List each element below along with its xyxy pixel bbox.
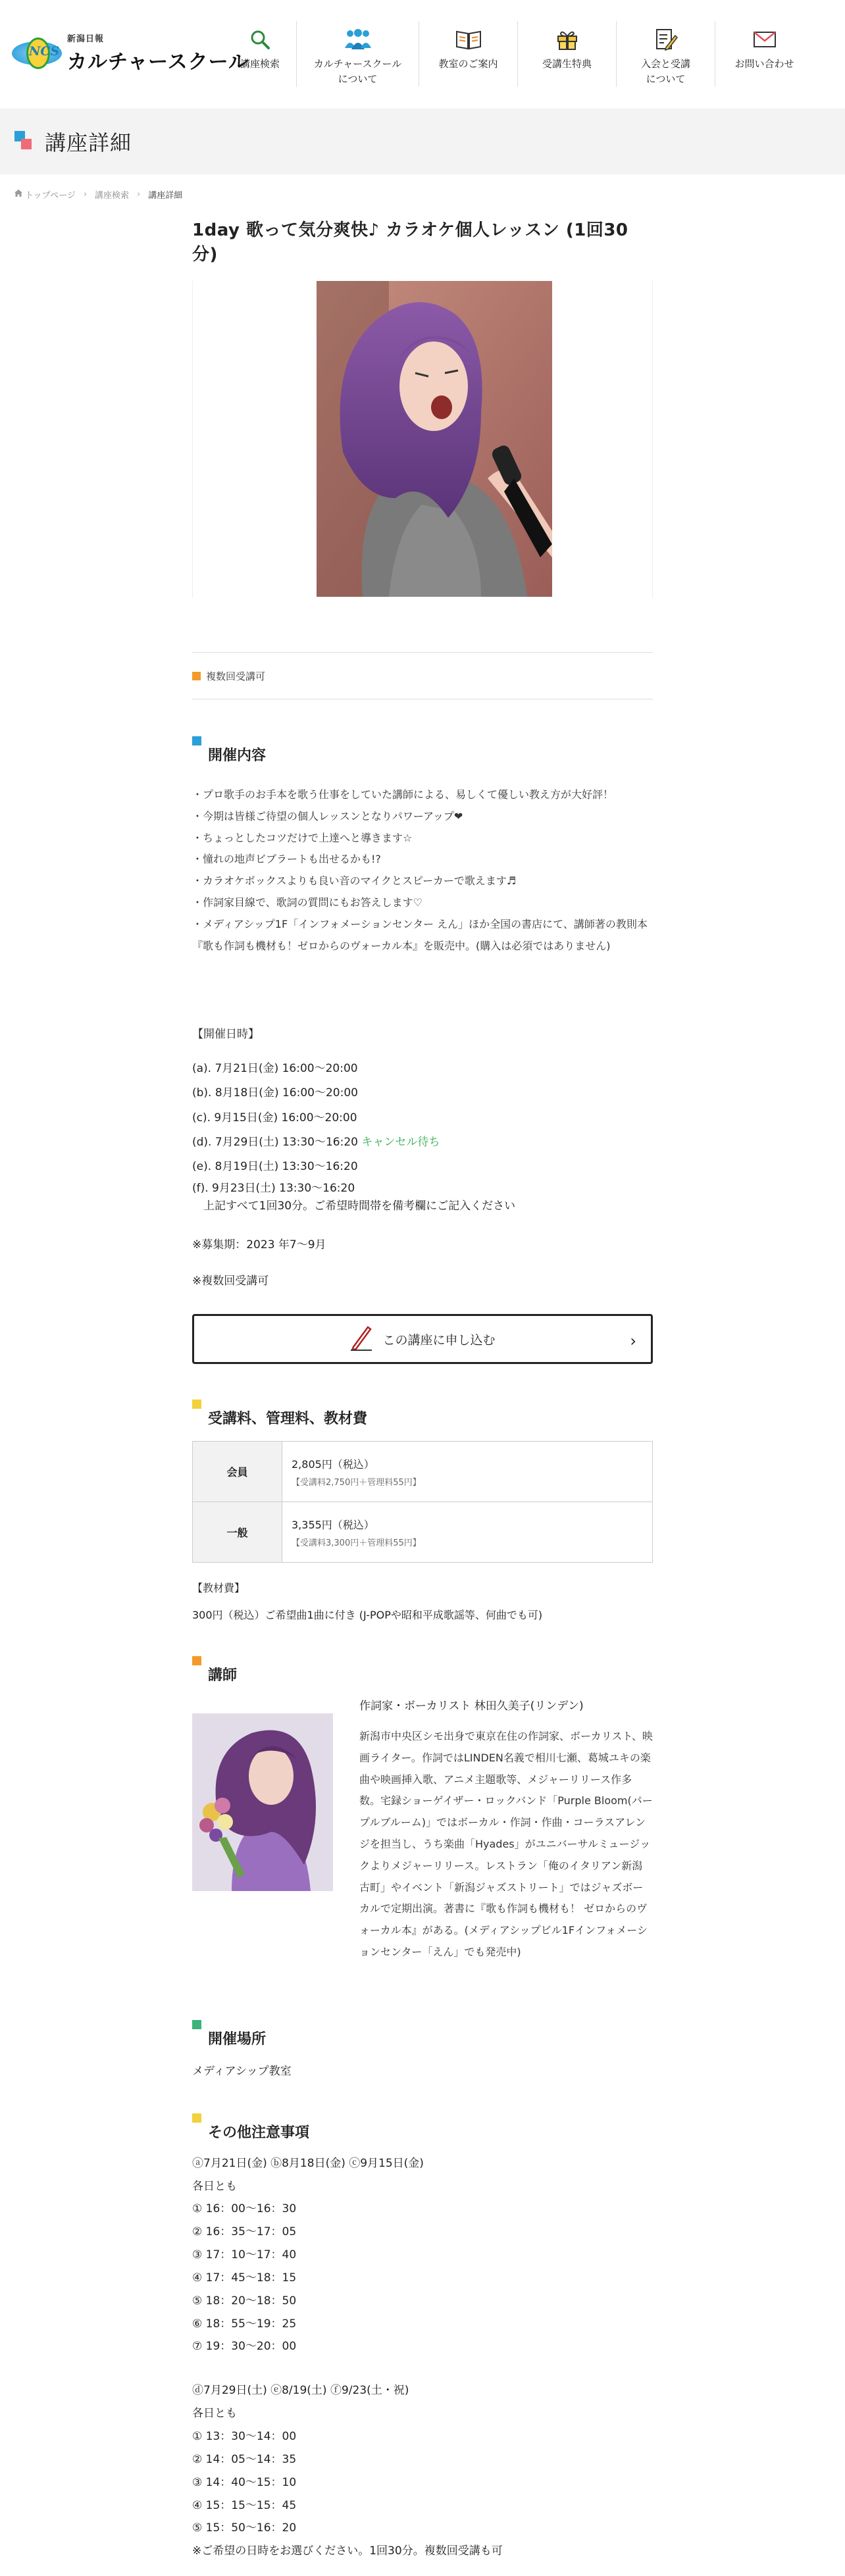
list-item: ⑤ 15：50〜16：20 (192, 2521, 297, 2535)
schedule-footnote: 上記すべて1回30分。ご希望時間帯を備考欄にご記入ください (192, 1199, 516, 1213)
fee-table (192, 1441, 653, 1563)
section-square-icon (192, 2020, 201, 2029)
table-row (193, 1502, 653, 1563)
multi-session-tag: 複数回受講可 (192, 652, 653, 699)
list-item: ③ 14：40〜15：10 (192, 2475, 297, 2489)
other-notes: ⓐ7月21日(金) ⓑ8月18日(金) ⓒ9月15日(金) 各日とも ① 16：00〜16：30 ② 16：35〜17：05 ③ 17：10〜17：40 ④ 17：45〜18：15 ⑤ 18：20〜18：50 ⑥ 18：55〜19：25 ⑦ 19：30〜20：00 ⓓ7月29日(土) ⓔ8/19(土) ⓕ9/23(土・祝) 各日とも ① 13：30〜14：00 ② 14：05〜14：35 ③ 14：40〜15：10 ④ 15：15〜15：45 ⑤ 15：50〜16：20 ※ご希望の日時をお選びください。1回30分。複数回受講も可 (192, 2152, 653, 2563)
venue-name: メディアシップ教室 (192, 2064, 292, 2078)
page-title-band (0, 109, 845, 174)
site-logo[interactable] (12, 32, 249, 74)
list-item: ② 14：05〜14：35 (192, 2452, 297, 2466)
recruit-period: ※募集期：2023 年7〜9月 (192, 1238, 326, 1252)
teacher-profile (192, 1696, 653, 1963)
logo-mark: NCS (12, 35, 62, 72)
logo-title: カルチャースクール (67, 51, 249, 74)
schedule-date: (f). 9月23日(土) 13:30〜16:20 (192, 1181, 355, 1195)
site-header (0, 0, 845, 109)
content-description: ・プロ歌手のお手本を歌う仕事をしていた講師による、易しくて優しい教え方が大好評！ ・今期は皆様ご待望の個人レッスンとなりパワーアップ❤ ・ちょっとしたコツだけで上達へと導きます☆ ・憧れの地声ビブラートも出せるかも!? ・カラオケボックスよりも良い音のマイクとスピーカーで歌えます♬ ・作詞家目線で、歌詞の質問にもお答えします♡ ・メディアシップ1F「インフォメーションセンター えん」ほか全国の書店にて、講師著の教則本 『歌も作詞も機材も！ゼロからのヴォーカル本』を販売中。(購入は必須ではありません) (192, 788, 648, 952)
section-fees-heading: 受講料、管理料、教材費 (192, 1398, 653, 1428)
schedule-date: (a). 7月21日(金) 16:00〜20:00 (192, 1061, 358, 1075)
form-icon (654, 26, 678, 53)
schedule-date: (c). 9月15日(金) 16:00〜20:00 (192, 1111, 357, 1124)
nav-course-search[interactable]: 講座検索 (224, 21, 296, 87)
title-decoration-icon (14, 131, 36, 152)
breadcrumb-home[interactable]: トップページ (25, 190, 76, 201)
apply-button-label: この講座に申し込む (382, 1332, 496, 1348)
list-item: ① 16：00〜16：30 (192, 2202, 297, 2216)
material-label: 【教材費】 (192, 1582, 245, 1595)
pen-icon (349, 1325, 373, 1354)
fee-detail: 【受講料3,300円＋管理料55円】 (292, 1538, 421, 1548)
list-item: ④ 17：45〜18：15 (192, 2271, 297, 2285)
apply-button[interactable] (192, 1314, 653, 1364)
list-item: ① 13：30〜14：00 (192, 2429, 297, 2443)
material-text: 300円（税込）ご希望曲1曲に付き (J-POPや昭和平成歌謡等、何曲でも可) (192, 1609, 543, 1622)
section-teacher-heading: 講師 (192, 1655, 653, 1684)
nav-member-benefits[interactable]: 受講生特典 (517, 21, 616, 87)
schedule-block (192, 1023, 653, 1215)
nav-about-label: カルチャースクール について (313, 57, 402, 85)
page-title: 講座詳細 (45, 130, 132, 155)
section-square-icon (192, 1400, 201, 1409)
schedule-date: (e). 8月19日(土) 13:30〜16:20 (192, 1160, 358, 1174)
fee-price: 2,805円（税込） (292, 1457, 374, 1471)
section-square-icon (192, 736, 201, 745)
waitlist-badge: キャンセル待ち (361, 1135, 440, 1149)
course-title: 1day 歌って気分爽快♪ カラオケ個人レッスン (1回30分) (192, 220, 628, 265)
section-other-heading: その他注意事項 (192, 2112, 653, 2142)
schedule-label: 【開催日時】 (192, 1028, 259, 1042)
chevron-right-icon: › (630, 1332, 636, 1351)
nav-classrooms[interactable]: 教室のご案内 (419, 21, 517, 87)
tag-square-icon (192, 672, 201, 680)
list-item: ⑥ 18：55〜19：25 (192, 2317, 297, 2331)
gift-icon (556, 26, 578, 53)
list-item: ⑤ 18：20〜18：50 (192, 2294, 297, 2308)
closing-note: ※ご希望の日時をお選びください。1回30分。複数回受講も可 (192, 2544, 503, 2558)
course-photo (317, 281, 552, 597)
teacher-name: 作詞家・ボーカリスト 林田久美子(リンデン) (359, 1700, 584, 1713)
section-square-icon (192, 2113, 201, 2123)
section-content-heading: 開催内容 (192, 735, 653, 765)
section-square-icon (192, 1656, 201, 1665)
list-item: ④ 15：15〜15：45 (192, 2498, 297, 2512)
list-item: ② 16：35〜17：05 (192, 2225, 297, 2239)
teacher-photo (192, 1713, 333, 1891)
nav-about[interactable] (296, 21, 419, 87)
fee-key: 一般 (193, 1502, 282, 1563)
breadcrumb-separator-icon: › (83, 189, 88, 199)
multi-session-note: ※複数回受講可 (192, 1275, 269, 1288)
list-item: ③ 17：10〜17：40 (192, 2248, 297, 2262)
home-icon[interactable] (14, 189, 22, 199)
book-icon (455, 26, 482, 53)
breadcrumb-search[interactable]: 講座検索 (95, 190, 130, 201)
section-venue-heading: 開催場所 (192, 2019, 653, 2048)
fee-key: 会員 (193, 1442, 282, 1502)
logo-subtitle: 新潟日報 (67, 34, 105, 44)
mail-icon (753, 26, 777, 53)
breadcrumb-current: 講座詳細 (148, 190, 183, 201)
global-nav (224, 21, 813, 87)
search-icon (249, 26, 270, 53)
course-photo-frame (192, 281, 653, 598)
nav-enrollment[interactable]: 入会と受講 について (616, 21, 715, 87)
list-item: ⑦ 19：30〜20：00 (192, 2340, 297, 2354)
people-icon (344, 26, 372, 53)
breadcrumb-separator-icon: › (137, 189, 141, 199)
schedule-date: (d). 7月29日(土) 13:30〜16:20 キャンセル待ち (192, 1135, 440, 1149)
schedule-date: (b). 8月18日(金) 16:00〜20:00 (192, 1086, 358, 1100)
fee-detail: 【受講料2,750円＋管理料55円】 (292, 1477, 421, 1488)
teacher-bio: 新潟市中央区シモ出身で東京在住の作詞家、ボーカリスト、映画ライター。作詞ではLINDEN名義で相川七瀬、葛城ユキの楽曲や映画挿入歌、アニメ主題歌等、メジャーリリース作多数。宅録ショーゲイザー・ロックバンド「Purple Bloom(パープルブルーム)」ではボーカル・作詞・作曲・コーラスアレンジを担当し、うち楽曲「Hyades」がユニバーサルミュージックよりメジャーリリース。レストラン「俺のイタリアン新潟古町」やイベント「新潟ジャズストリート」ではジャズボーカルで定期出演。著書に『歌も作詞も機材も！ ゼロからのヴォーカル本』がある。(メディアシップビル1Fインフォメーションセンター「えん」でも発売中) (359, 1730, 653, 1959)
table-row (193, 1442, 653, 1502)
fee-price: 3,355円（税込） (292, 1518, 374, 1531)
main-content (192, 216, 653, 2576)
nav-contact[interactable]: お問い合わせ (715, 21, 813, 87)
breadcrumb (0, 174, 845, 214)
